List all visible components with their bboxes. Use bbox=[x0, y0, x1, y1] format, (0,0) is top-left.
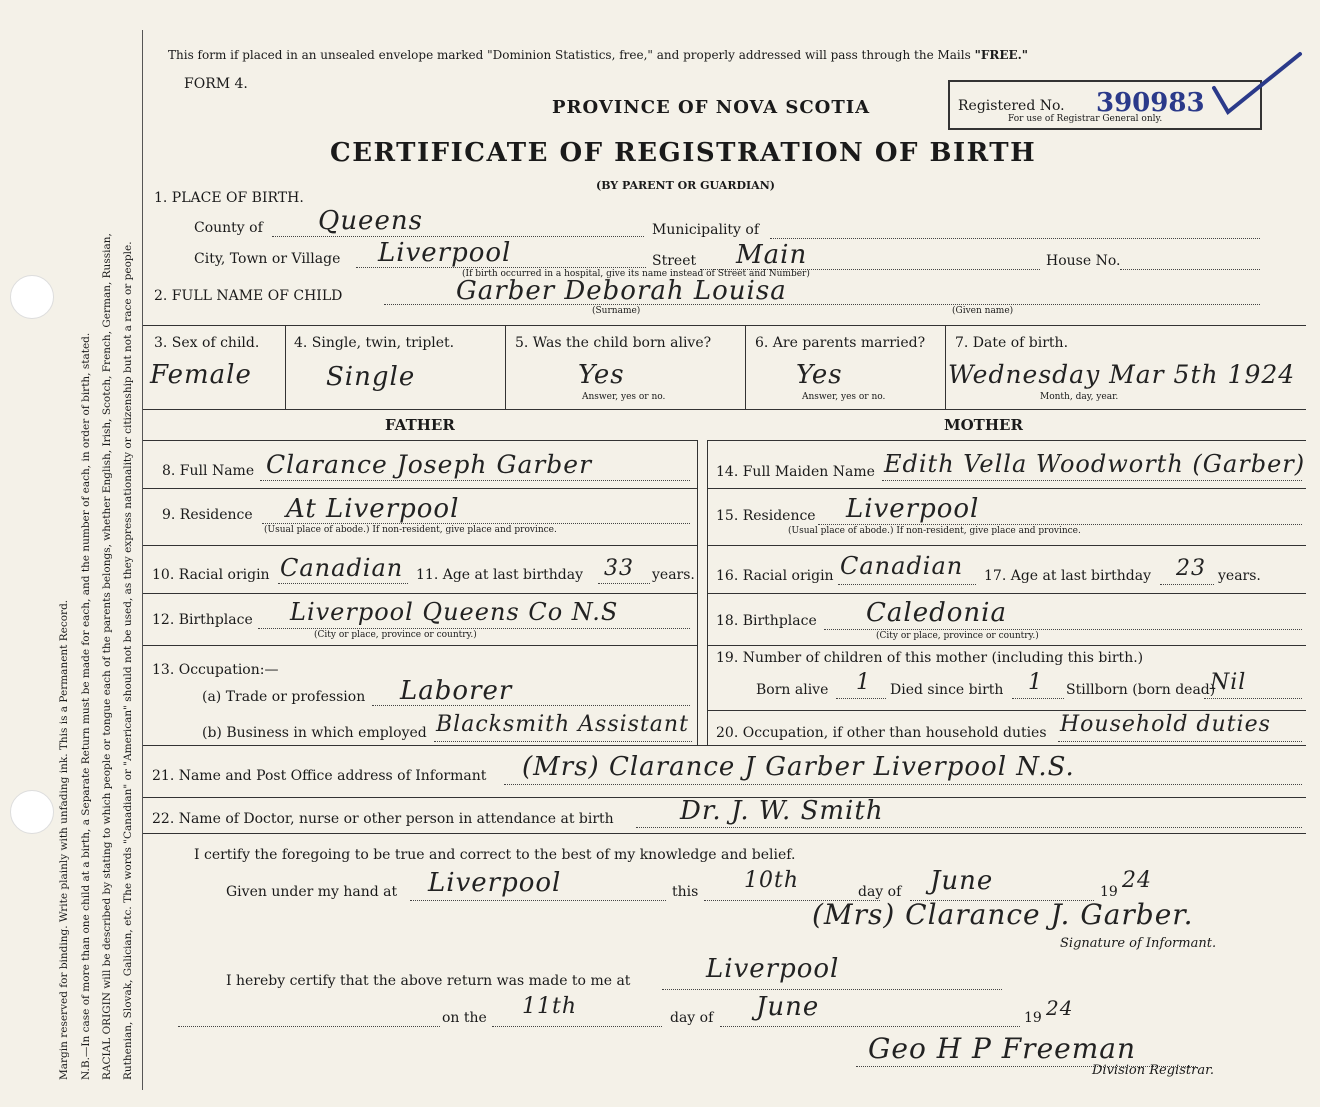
this-label: this bbox=[672, 884, 699, 900]
house-no-line bbox=[1120, 269, 1260, 270]
given-year-prefix: 19 bbox=[1100, 884, 1118, 900]
informant-signature-label: Signature of Informant. bbox=[1060, 936, 1217, 951]
registrar-year-prefix: 19 bbox=[1024, 1010, 1042, 1026]
business-value: Blacksmith Assistant bbox=[436, 712, 689, 737]
county-value: Queens bbox=[318, 206, 423, 236]
father-residence-value: At Liverpool bbox=[286, 494, 460, 524]
died-since-birth-label: Died since birth bbox=[890, 682, 1004, 698]
father-heading: FATHER bbox=[385, 416, 455, 434]
given-under-label: Given under my hand at bbox=[226, 884, 398, 900]
given-year-value: 24 bbox=[1122, 868, 1152, 893]
mother-name-line bbox=[882, 480, 1302, 481]
registrar-place-line bbox=[662, 989, 1002, 990]
checkmark-icon bbox=[1210, 50, 1305, 120]
mother-age-label: 17. Age at last birthday bbox=[984, 568, 1152, 584]
doctor-line bbox=[636, 827, 1302, 828]
mother-residence-label: 15. Residence bbox=[716, 508, 816, 524]
father-birthplace-note: (City or place, province or country.) bbox=[314, 630, 477, 640]
father-residence-label: 9. Residence bbox=[162, 507, 253, 523]
informant-label: 21. Name and Post Office address of Informant bbox=[152, 768, 487, 784]
mother-birthplace-value: Caledonia bbox=[866, 598, 1007, 628]
section-rule-4m bbox=[707, 593, 1306, 594]
given-day-of-label: day of bbox=[858, 884, 902, 900]
father-name-label: 8. Full Name bbox=[162, 463, 255, 479]
given-name-note: (Given name) bbox=[952, 306, 1014, 316]
registrar-signature-label: Division Registrar. bbox=[1092, 1063, 1214, 1078]
section-rule-4 bbox=[143, 593, 697, 594]
father-race-line bbox=[278, 583, 408, 584]
section-rule-2 bbox=[143, 488, 697, 489]
binding-hole-bottom bbox=[10, 790, 54, 834]
section-rule-3 bbox=[143, 545, 697, 546]
mother-occupation-label: 20. Occupation, if other than household duties bbox=[716, 725, 1047, 741]
born-alive-count-line bbox=[836, 698, 886, 699]
binding-hole-top bbox=[10, 275, 54, 319]
trade-value: Laborer bbox=[400, 676, 513, 706]
divider-3 bbox=[745, 325, 746, 409]
informant-signature: (Mrs) Clarance J. Garber. bbox=[812, 898, 1194, 931]
street-value: Main bbox=[736, 240, 808, 270]
registrar-year-value: 24 bbox=[1046, 996, 1074, 1020]
section-rule-7 bbox=[143, 745, 1306, 746]
dob-label: 7. Date of birth. bbox=[955, 335, 1069, 351]
dob-note: Month, day, year. bbox=[1040, 392, 1119, 402]
mother-birthplace-line bbox=[824, 629, 1302, 630]
father-age-label: 11. Age at last birthday bbox=[416, 567, 584, 583]
section-rule-5m bbox=[707, 645, 1306, 646]
mother-occupation-value: Household duties bbox=[1060, 712, 1271, 737]
registrar-day-of-label: day of bbox=[670, 1010, 714, 1026]
business-label: (b) Business in which employed bbox=[202, 725, 427, 741]
margin-note-racial-origin-1: RACIAL ORIGIN will be described by stating to which people or tongue each of the parents belongs, whether English, Irish, Scotch, French, German, Russian, bbox=[101, 233, 113, 1080]
section-rule-2m bbox=[707, 488, 1306, 489]
informant-value: (Mrs) Clarance J Garber Liverpool N.S. bbox=[522, 752, 1075, 782]
stillborn-line bbox=[1204, 698, 1302, 699]
registrar-general-note: For use of Registrar General only. bbox=[1008, 114, 1163, 124]
born-alive-label: 5. Was the child born alive? bbox=[515, 335, 712, 351]
section-rule-3m bbox=[707, 545, 1306, 546]
father-age-value: 33 bbox=[604, 556, 634, 581]
father-age-line bbox=[598, 583, 650, 584]
mother-residence-value: Liverpool bbox=[846, 494, 980, 524]
registrar-statement: I hereby certify that the above return was made to me at bbox=[226, 973, 631, 989]
registrar-month-line bbox=[720, 1026, 1020, 1027]
informant-line bbox=[504, 784, 1302, 785]
municipality-label: Municipality of bbox=[652, 222, 760, 238]
certificate-subtitle: (BY PARENT OR GUARDIAN) bbox=[596, 179, 775, 192]
mother-race-value: Canadian bbox=[840, 552, 964, 580]
registrar-place-value: Liverpool bbox=[706, 954, 840, 984]
mother-name-value: Edith Vella Woodworth (Garber) bbox=[884, 450, 1306, 478]
doctor-label: 22. Name of Doctor, nurse or other person in attendance at birth bbox=[152, 811, 614, 827]
sex-value: Female bbox=[150, 360, 252, 390]
registrar-on-label: on the bbox=[442, 1010, 487, 1026]
mother-race-label: 16. Racial origin bbox=[716, 568, 834, 584]
trade-label: (a) Trade or profession bbox=[202, 689, 366, 705]
sex-label: 3. Sex of child. bbox=[154, 335, 260, 351]
occupation-label: 13. Occupation:— bbox=[152, 662, 279, 678]
dob-value: Wednesday Mar 5th 1924 bbox=[948, 360, 1296, 389]
given-month-value: June bbox=[930, 866, 994, 896]
mother-race-line bbox=[838, 584, 976, 585]
city-value: Liverpool bbox=[378, 238, 512, 268]
children-count-label: 19. Number of children of this mother (including this birth.) bbox=[716, 650, 1144, 666]
mother-heading: MOTHER bbox=[944, 416, 1023, 434]
section-rule-5 bbox=[143, 645, 697, 646]
given-place-value: Liverpool bbox=[428, 868, 562, 898]
father-birthplace-label: 12. Birthplace bbox=[152, 612, 253, 628]
died-since-birth-value: 1 bbox=[1028, 670, 1043, 695]
mother-birthplace-label: 18. Birthplace bbox=[716, 613, 817, 629]
given-day-value: 10th bbox=[744, 868, 800, 893]
mother-name-label: 14. Full Maiden Name bbox=[716, 464, 875, 480]
mother-birthplace-note: (City or place, province or country.) bbox=[876, 631, 1039, 641]
father-birthplace-value: Liverpool Queens Co N.S bbox=[290, 598, 619, 626]
stillborn-label: Stillborn (born dead) bbox=[1066, 682, 1216, 698]
father-residence-note: (Usual place of abode.) If non-resident, give place and province. bbox=[264, 525, 557, 535]
registered-no-value: 390983 bbox=[1096, 88, 1205, 118]
registrar-day-line bbox=[492, 1026, 662, 1027]
certificate-title: CERTIFICATE OF REGISTRATION OF BIRTH bbox=[330, 138, 1037, 168]
registrar-month-value: June bbox=[756, 992, 820, 1022]
father-name-value: Clarance Joseph Garber bbox=[266, 450, 593, 479]
doctor-value: Dr. J. W. Smith bbox=[680, 796, 884, 826]
father-birthplace-line bbox=[258, 628, 690, 629]
stillborn-value: Nil bbox=[1210, 670, 1247, 695]
mother-age-line bbox=[1160, 584, 1214, 585]
business-line bbox=[434, 741, 692, 742]
mother-years-label: years. bbox=[1218, 568, 1261, 584]
single-value: Single bbox=[326, 362, 416, 392]
father-name-line bbox=[260, 480, 690, 481]
registrar-day-value: 11th bbox=[522, 994, 578, 1019]
section-rule-1m bbox=[707, 440, 1306, 441]
mother-age-value: 23 bbox=[1176, 556, 1206, 581]
margin-note-binding: Margin reserved for binding. Write plainly with unfading ink. This is a Permanent Record. bbox=[58, 599, 70, 1080]
place-of-birth-label: 1. PLACE OF BIRTH. bbox=[154, 190, 304, 206]
born-alive-value: Yes bbox=[578, 360, 625, 390]
father-race-value: Canadian bbox=[280, 554, 404, 582]
municipality-line bbox=[770, 238, 1260, 239]
street-label: Street bbox=[652, 253, 697, 269]
father-race-label: 10. Racial origin bbox=[152, 567, 270, 583]
city-label: City, Town or Village bbox=[194, 251, 341, 267]
house-no-label: House No. bbox=[1046, 253, 1121, 269]
certify-statement: I certify the foregoing to be true and correct to the best of my knowledge and belief. bbox=[194, 847, 796, 863]
divider-4 bbox=[945, 325, 946, 409]
single-label: 4. Single, twin, triplet. bbox=[294, 335, 455, 351]
margin-note-multiple-births: N.B.—In case of more than one child at a birth, a Separate Return must be made for each, and the number of each, in order of birth, stated. bbox=[80, 332, 92, 1080]
born-alive-count-value: 1 bbox=[856, 670, 871, 695]
center-divider-a bbox=[697, 440, 698, 745]
hospital-note: (If birth occurred in a hospital, give its name instead of Street and Number) bbox=[462, 269, 810, 279]
married-note: Answer, yes or no. bbox=[802, 392, 886, 402]
registrar-signature: Geo H P Freeman bbox=[868, 1032, 1136, 1065]
registered-no-label: Registered No. bbox=[958, 98, 1065, 114]
divider-1 bbox=[285, 325, 286, 409]
mother-occupation-line bbox=[1058, 741, 1302, 742]
child-name-value: Garber Deborah Louisa bbox=[456, 276, 787, 306]
mother-residence-line bbox=[818, 524, 1302, 525]
mother-residence-note: (Usual place of abode.) If non-resident, give place and province. bbox=[788, 526, 1081, 536]
province-heading: PROVINCE OF NOVA SCOTIA bbox=[552, 97, 871, 118]
died-since-birth-line bbox=[1012, 698, 1064, 699]
father-years-label: years. bbox=[652, 567, 695, 583]
divider-2 bbox=[505, 325, 506, 409]
section-rule-1 bbox=[143, 440, 697, 441]
margin-note-racial-origin-2: Ruthenian, Slovak, Galician, etc. The words "Canadian" or "American" should not be used, as they express nationality or citizenship but not a race or people. bbox=[122, 241, 134, 1080]
form-number: FORM 4. bbox=[184, 76, 248, 92]
married-value: Yes bbox=[796, 360, 843, 390]
mailing-notice: This form if placed in an unsealed envelope marked "Dominion Statistics, free," and properly addressed will pass through the Mails "FREE." bbox=[168, 48, 1029, 62]
row-bottom-rule bbox=[143, 409, 1306, 410]
child-name-label: 2. FULL NAME OF CHILD bbox=[154, 288, 343, 304]
born-alive-note: Answer, yes or no. bbox=[582, 392, 666, 402]
row-top-rule bbox=[143, 325, 1306, 326]
margin-rule bbox=[142, 30, 143, 1090]
married-label: 6. Are parents married? bbox=[755, 335, 926, 351]
section-rule-6m bbox=[707, 710, 1306, 711]
county-line bbox=[272, 236, 644, 237]
surname-note: (Surname) bbox=[592, 306, 641, 316]
given-place-line bbox=[410, 900, 666, 901]
born-alive-count-label: Born alive bbox=[756, 682, 829, 698]
county-label: County of bbox=[194, 220, 263, 236]
section-rule-9 bbox=[143, 833, 1306, 834]
registrar-pre-line bbox=[178, 1026, 440, 1027]
